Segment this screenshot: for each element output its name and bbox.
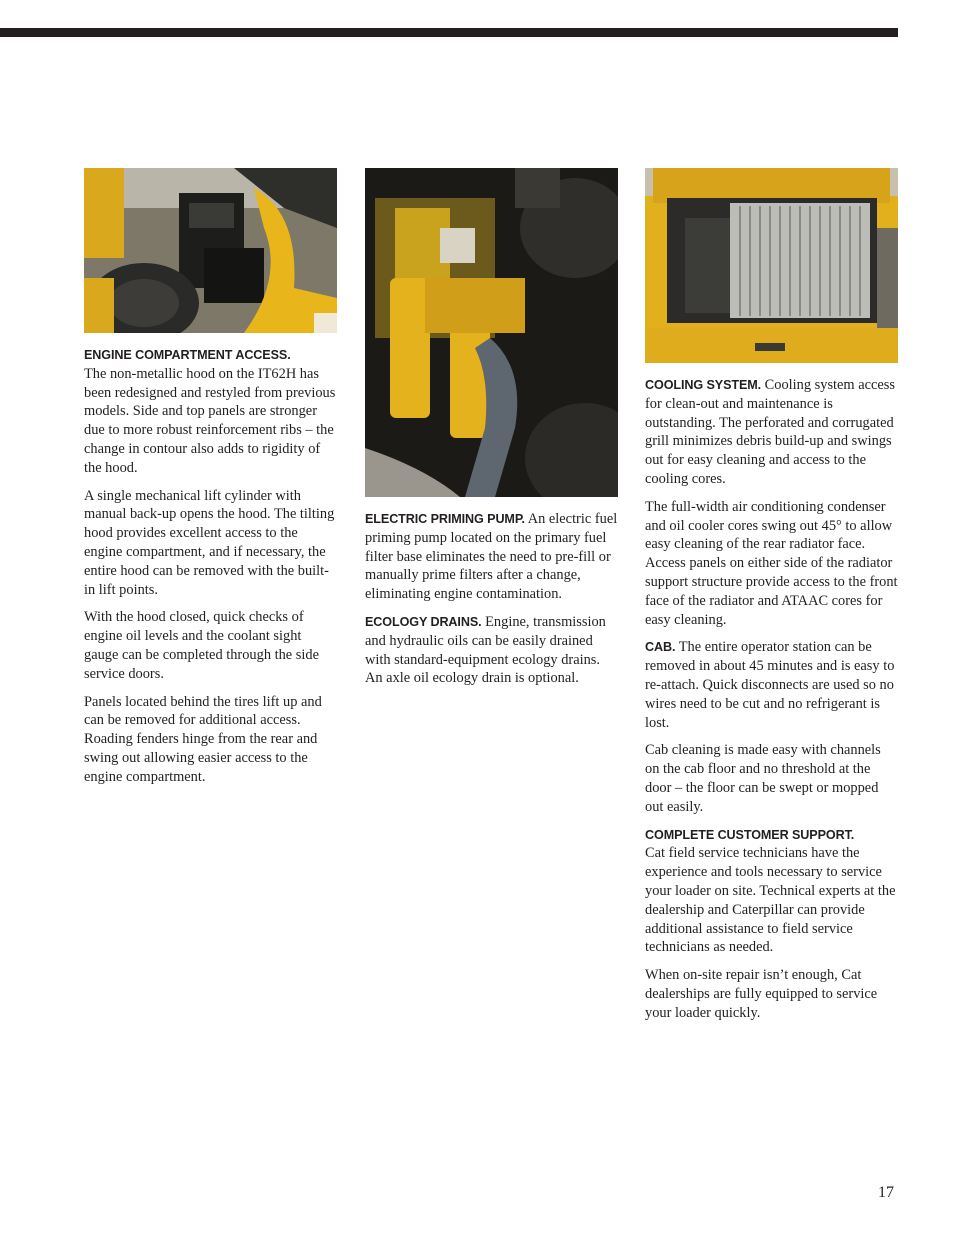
paragraph: Engine, transmission and hydraulic oils can be easily drained with standard-equipment ecology drains. An axle oil ecology drain is optional.	[365, 613, 606, 687]
paragraph: Cooling system access for clean-out and maintenance is outstanding. The perforated and corrugated grill minimizes debris build-up and swings out for easy cleaning and access to the cooling cores.	[645, 377, 895, 487]
section-heading: ELECTRIC PRIMING PUMP.	[365, 512, 525, 526]
section-heading: COMPLETE CUSTOMER SUPPORT.	[645, 827, 855, 842]
paragraph: An electric fuel priming pump located on the primary fuel filter base eliminates the need to pre-fill or manually prime filters after a change, eliminating engine contamination.	[365, 511, 618, 603]
column-cooling-system	[645, 168, 898, 1032]
paragraph: Cab cleaning is made easy with channels on the cab floor and no threshold at the door – the floor can be swept or mopped out easily.	[645, 742, 881, 815]
column-engine-access	[84, 168, 337, 796]
paragraph: Panels located behind the tires lift up and can be removed for additional access. Roading fenders hinge from the rear and swing out allowing easier access to the engine compartment.	[84, 693, 322, 785]
column-priming-pump	[365, 168, 618, 697]
paragraph: Cat field service technicians have the experience and tools necessary to service your loader on site. Technical experts at the dealership and Caterpillar can provide additional assistance to field service technicians as needed.	[645, 845, 896, 956]
paragraph: A single mechanical lift cylinder with manual back-up opens the hood. The tilting hood provides excellent access to the engine compartment, and if necessary, the entire hood can be removed with the built-in lift points.	[84, 487, 335, 598]
paragraph: The non-metallic hood on the IT62H has been redesigned and restyled from previous models. Side and top panels are stronger due to more robust reinforcement ribs – the change in contour also adds to rigidity of the hood.	[84, 365, 336, 476]
top-rule	[0, 28, 898, 37]
engine-compartment-photo	[84, 168, 337, 333]
fuel-priming-pump-photo	[365, 168, 618, 497]
paragraph: When on-site repair isn’t enough, Cat dealerships are fully equipped to service your loader quickly.	[645, 967, 878, 1021]
section-heading: COOLING SYSTEM.	[645, 378, 762, 392]
paragraph: With the hood closed, quick checks of engine oil levels and the coolant sight gauge can be completed through the side service doors.	[84, 609, 319, 682]
page-number: 17	[878, 1184, 894, 1201]
paragraph: The entire operator station can be removed in about 45 minutes and is easy to re-attach. Quick disconnects are used so no wires need to be cut and no refrigerant is lost.	[645, 639, 895, 731]
section-heading: ENGINE COMPARTMENT ACCESS.	[84, 348, 291, 362]
section-heading: ECOLOGY DRAINS.	[365, 614, 482, 629]
cooling-system-photo	[645, 168, 898, 363]
paragraph: The full-width air conditioning condenser and oil cooler cores swing out 45° to allow easy cleaning of the rear radiator face. Access panels on either side of the radiator support structure provide access to the front face of the radiator and ATAAC cores for easy cleaning.	[645, 498, 898, 628]
section-heading: CAB.	[645, 640, 676, 655]
